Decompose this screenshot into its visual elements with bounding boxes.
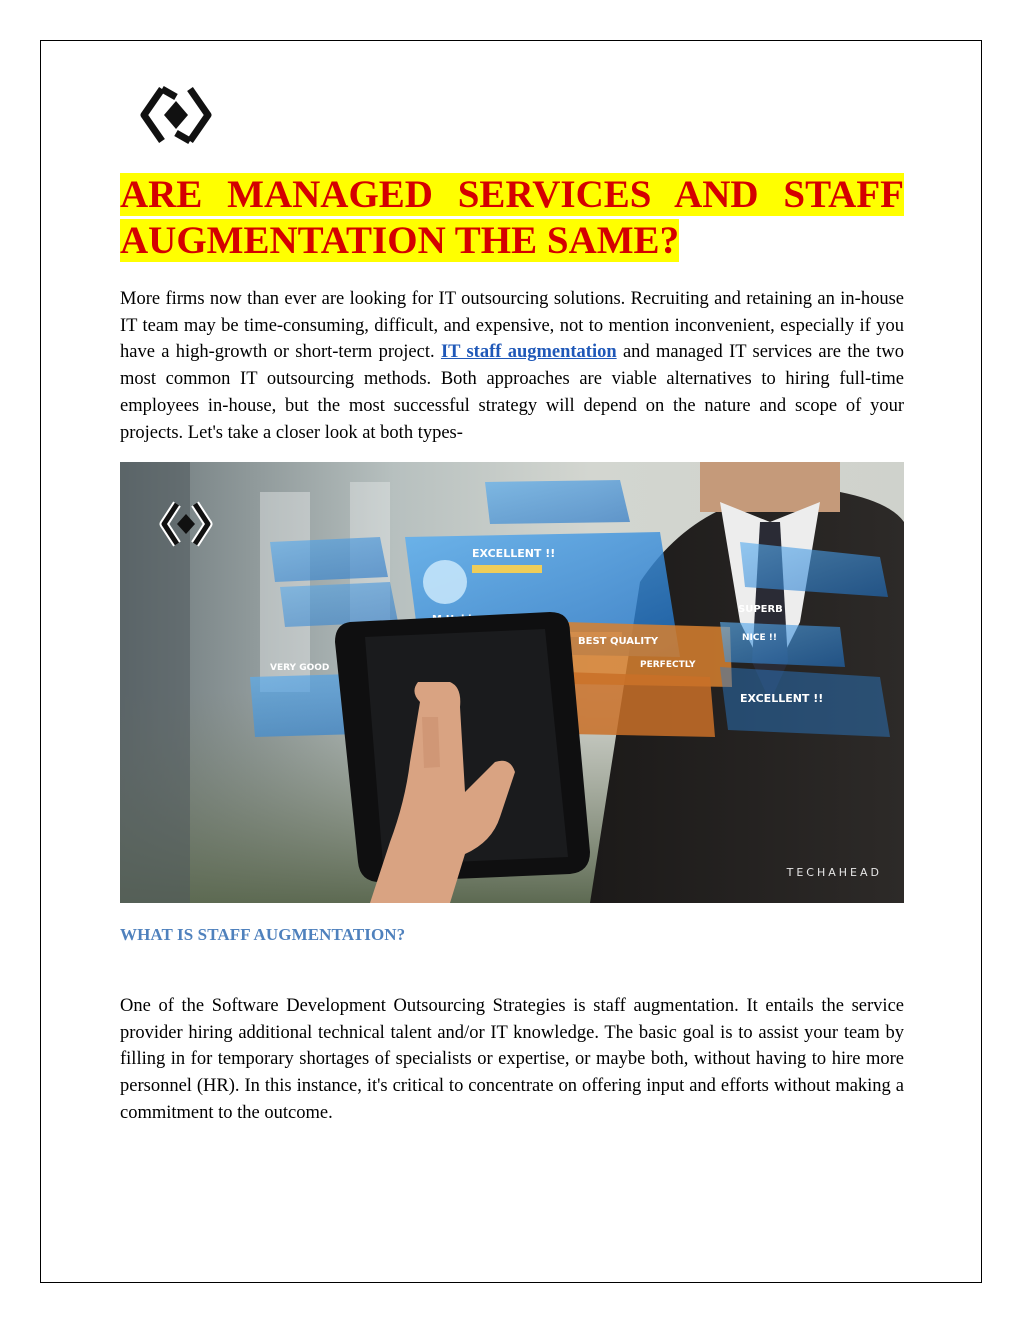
techahead-watermark: TECHAHEAD — [786, 866, 882, 879]
title-highlight: ARE MANAGED SERVICES AND STAFF AUGMENTATION THE SAME? — [120, 173, 904, 262]
intro-paragraph — [120, 286, 904, 446]
card-very-good: VERY GOOD — [270, 663, 330, 673]
intro-text-after-link: and managed IT services are the two most common IT outsourcing methods. Both approaches are viable alternatives to hiring full-time employees in-house, but the most successful strategy will depend on the nature and scope of your projects. Let's take a closer look at both types- — [120, 342, 904, 443]
section-body-paragraph: One of the Software Development Outsourcing Strategies is staff augmentation. It entails the service provider hiring additional technical talent and/or IT knowledge. The basic goal is to assist your team by filling in for temporary shortages of specialists or expertise, or maybe both, without having to hire more personnel (HR). In this instance, it's critical to concentrate on offering input and efforts without making a commitment to the outcome. — [120, 996, 904, 1123]
it-staff-augmentation-link[interactable]: IT staff augmentation — [440, 342, 617, 363]
card-perfectly: PERFECTLY — [640, 660, 696, 670]
card-superb: SUPERB — [738, 604, 783, 615]
techahead-logo-icon — [138, 83, 214, 147]
card-excellent-bottom: EXCELLENT !! — [740, 692, 824, 705]
hero-illustration — [120, 462, 904, 903]
card-excellent-top: EXCELLENT !! — [472, 547, 556, 560]
section-heading: WHAT IS STAFF AUGMENTATION? — [120, 925, 406, 944]
hero-image — [120, 462, 904, 903]
card-best-quality: BEST QUALITY — [578, 636, 659, 647]
page-title — [120, 172, 904, 264]
intro-text-before-link: More firms now than ever are looking for IT outsourcing solutions. Recruiting and retaining an in-house IT team may be time-consuming, difficult, and expensive, not to mention inconvenient, especially if you have a high-growth or short-term project. — [120, 289, 904, 363]
card-nice: NICE !! — [742, 633, 777, 643]
